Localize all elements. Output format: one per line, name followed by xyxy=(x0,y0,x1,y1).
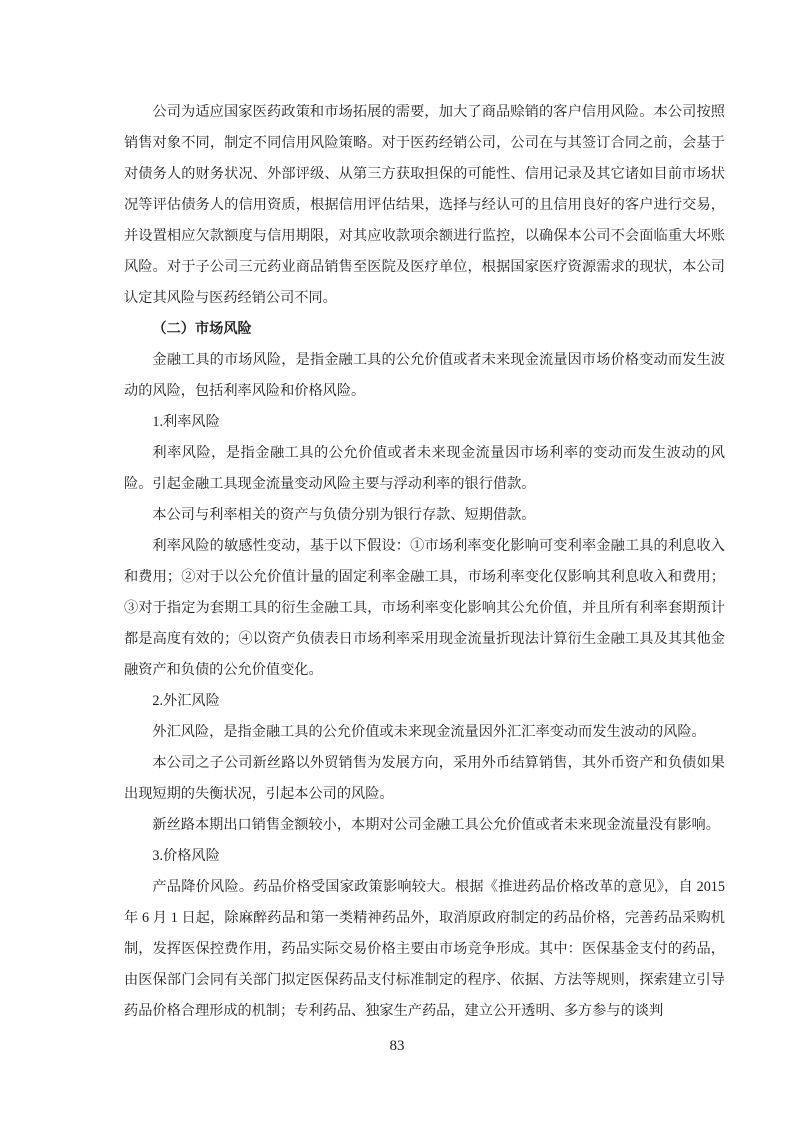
paragraph-price-reduction-risk: 产品降价风险。药品价格受国家政策影响较大。根据《推进药品价格改革的意见》，自 2015 年 6 月 1 日起，除麻醉药品和第一类精神药品外，取消原政府制定的药品价格，完善药品采购机制，发挥医保控费作用，药品实际交易价格主要由市场竞争形成。其中：医保基金支付的药品，由医保部门会同有关部门拟定医保药品支付标准制定的程序、依据、方法等规则，探索建立引导药品价格合理形成的机制；专利药品、独家生产药品，建立公开透明、多方参与的谈判 xyxy=(124,879,725,1019)
paragraph-credit-risk: 公司为适应国家医药政策和市场拓展的需要，加大了商品赊销的客户信用风险。本公司按照销售对象不同，制定不同信用风险策略。对于医药经销公司，公司在与其签订合同之前，会基于对债务人的财务状况、外部评级、从第三方获取担保的可能性、信用记录及其它诸如目前市场状况等评估债务人的信用资质，根据信用评估结果，选择与经认可的且信用良好的客户进行交易，并设置相应欠款额度与信用期限，对其应收款项余额进行监控，以确保本公司不会面临重大坏账风险。对于子公司三元药业商品销售至医院及医疗单位，根据国家医疗资源需求的现状，本公司认定其风险与医药经销公司不同。 xyxy=(124,104,725,306)
document-body xyxy=(124,97,725,1027)
paragraph-interest-rate-sensitivity: 利率风险的敏感性变动，基于以下假设：①市场利率变化影响可变利率金融工具的利息收入和费用；②对于以公允价值计量的固定利率金融工具，市场利率变化仅影响其利息收入和费用；③对于指定为套期工具的衍生金融工具，市场利率变化影响其公允价值，并且所有利率套期预计都是高度有效的；④以资产负债表日市场利率采用现金流量折现法计算衍生金融工具及其其他金融资产和负债的公允价值变化。 xyxy=(124,538,725,678)
paragraph-interest-rate-risk-definition: 利率风险，是指金融工具的公允价值或者未来现金流量因市场利率的变动而发生波动的风险。引起金融工具现金流量变动风险主要与浮动利率的银行借款。 xyxy=(124,445,725,492)
paragraph-export-sales-impact: 新丝路本期出口销售金额较小，本期对公司金融工具公允价值或者未来现金流量没有影响。 xyxy=(152,817,720,833)
subsection-heading-price-risk: 3.价格风险 xyxy=(152,848,220,864)
subsection-heading-foreign-exchange-risk: 2.外汇风险 xyxy=(152,693,220,709)
paragraph-market-risk-definition: 金融工具的市场风险，是指金融工具的公允价值或者未来现金流量因市场价格变动而发生波动的风险，包括利率风险和价格风险。 xyxy=(124,352,725,399)
paragraph-interest-rate-assets: 本公司与利率相关的资产与负债分别为银行存款、短期借款。 xyxy=(152,507,536,523)
subsection-heading-interest-rate-risk: 1.利率风险 xyxy=(152,414,220,430)
section-heading-market-risk: （二）市场风险 xyxy=(152,321,252,337)
paragraph-subsidiary-foreign-trade: 本公司之子公司新丝路以外贸销售为发展方向，采用外币结算销售，其外币资产和负债如果出现短期的失衡状况，引起本公司的风险。 xyxy=(124,755,725,802)
page-number: 83 xyxy=(389,1038,405,1054)
paragraph-foreign-exchange-risk-definition: 外汇风险，是指金融工具的公允价值或未来现金流量因外汇汇率变动而发生波动的风险。 xyxy=(152,724,706,740)
